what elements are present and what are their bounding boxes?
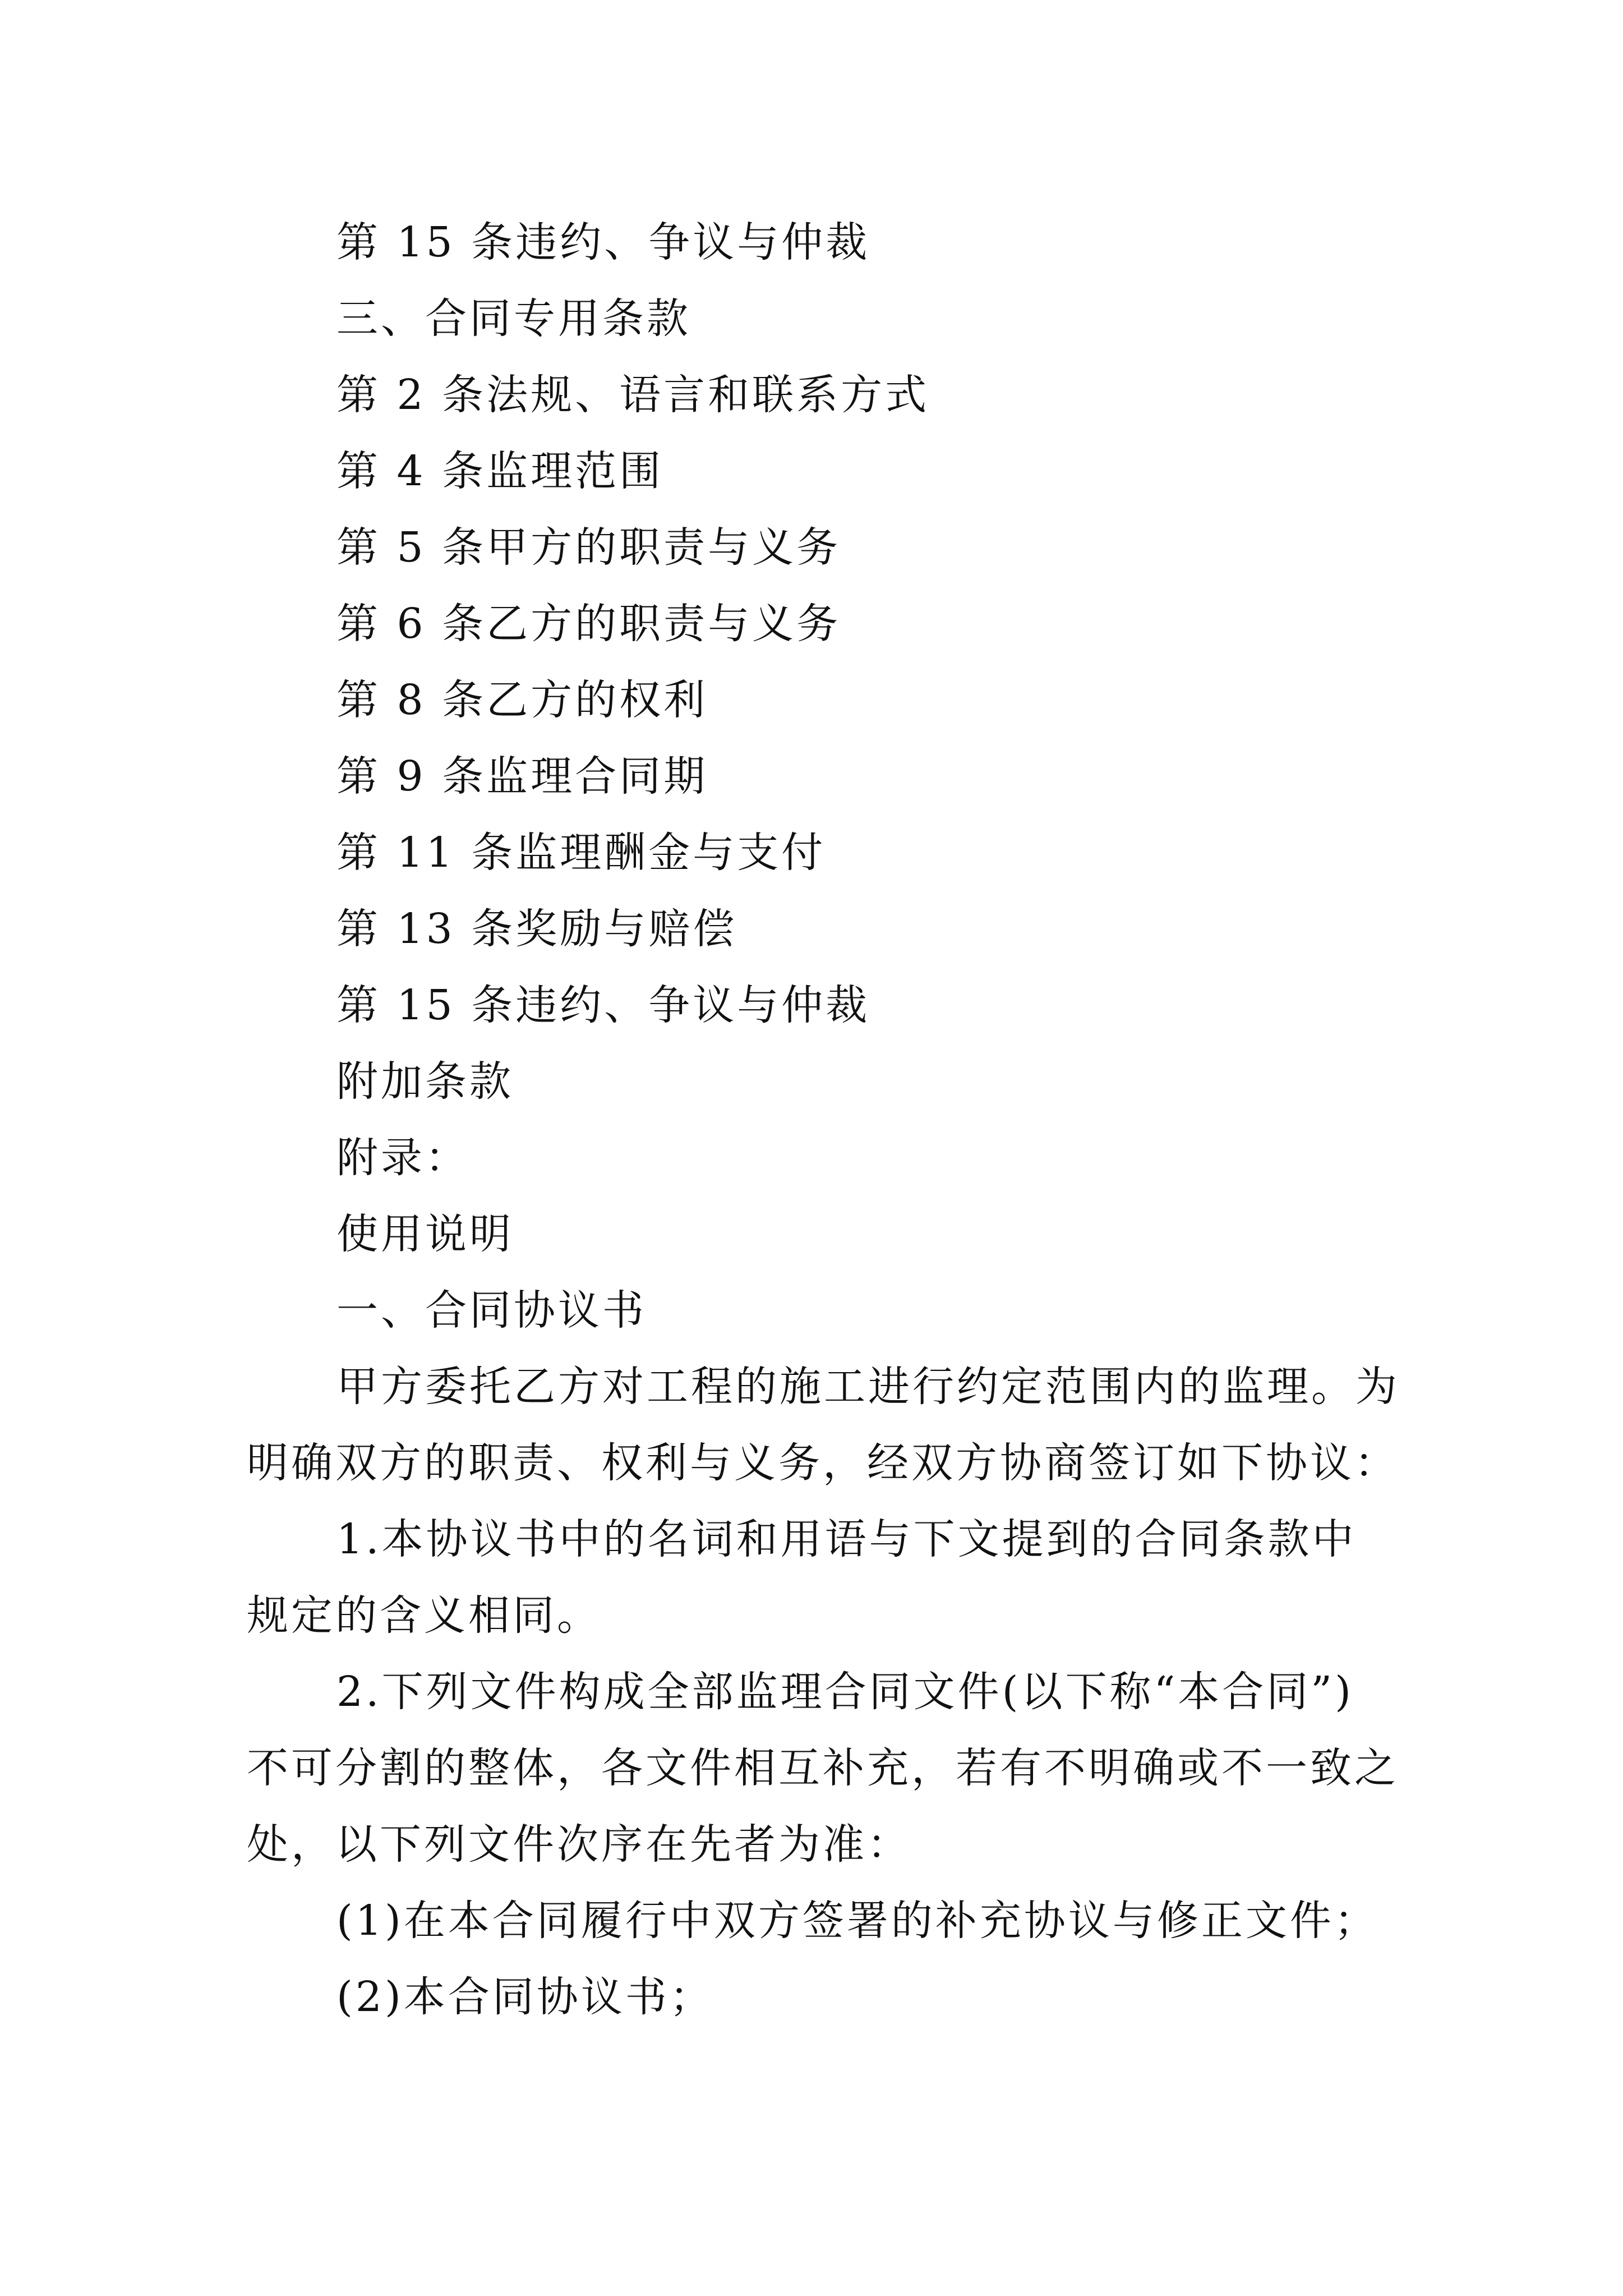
clause-2-line-3: 处，以下列文件次序在先者为准： (247, 1820, 911, 1869)
clause-2-line-2: 不可分割的整体，各文件相互补充，若有不明确或不一致之 (247, 1744, 1399, 1792)
paragraph-intro-line-2: 明确双方的职责、权利与义务，经双方协商签订如下协议： (247, 1439, 1399, 1487)
toc-line-article-13: 第 13 条奖励与赔偿 (336, 905, 737, 953)
section-heading-agreement: 一、合同协议书 (336, 1286, 647, 1335)
toc-line-article-15-special: 第 15 条违约、争议与仲裁 (336, 981, 870, 1029)
toc-line-article-6: 第 6 条乙方的职责与义务 (336, 600, 841, 648)
clause-1-line-2: 规定的含义相同。 (247, 1591, 601, 1640)
toc-line-article-15: 第 15 条违约、争议与仲裁 (336, 218, 870, 266)
section-heading-special-terms: 三、合同专用条款 (336, 295, 691, 343)
toc-line-additional-terms: 附加条款 (336, 1057, 514, 1106)
clause-2-item-2: (2)本合同协议书； (336, 1973, 714, 2021)
toc-line-appendix: 附录： (336, 1134, 469, 1182)
toc-line-article-5: 第 5 条甲方的职责与义务 (336, 523, 841, 572)
toc-line-instructions: 使用说明 (336, 1210, 514, 1258)
toc-line-article-4: 第 4 条监理范围 (336, 447, 664, 495)
toc-line-article-8: 第 8 条乙方的权利 (336, 676, 708, 724)
toc-line-article-9: 第 9 条监理合同期 (336, 752, 708, 800)
toc-line-article-11: 第 11 条监理酬金与支付 (336, 829, 826, 877)
paragraph-intro-line-1: 甲方委托乙方对工程的施工进行约定范围内的监理。为 (336, 1363, 1400, 1411)
clause-1-line-1: 1.本协议书中的名词和用语与下文提到的合同条款中 (336, 1515, 1357, 1563)
toc-line-article-2: 第 2 条法规、语言和联系方式 (336, 371, 930, 419)
clause-2-item-1: (1)在本合同履行中双方签署的补充协议与修正文件； (336, 1897, 1378, 1945)
clause-2-line-1: 2.下列文件构成全部监理合同文件(以下称“本合同”) (336, 1668, 1354, 1716)
